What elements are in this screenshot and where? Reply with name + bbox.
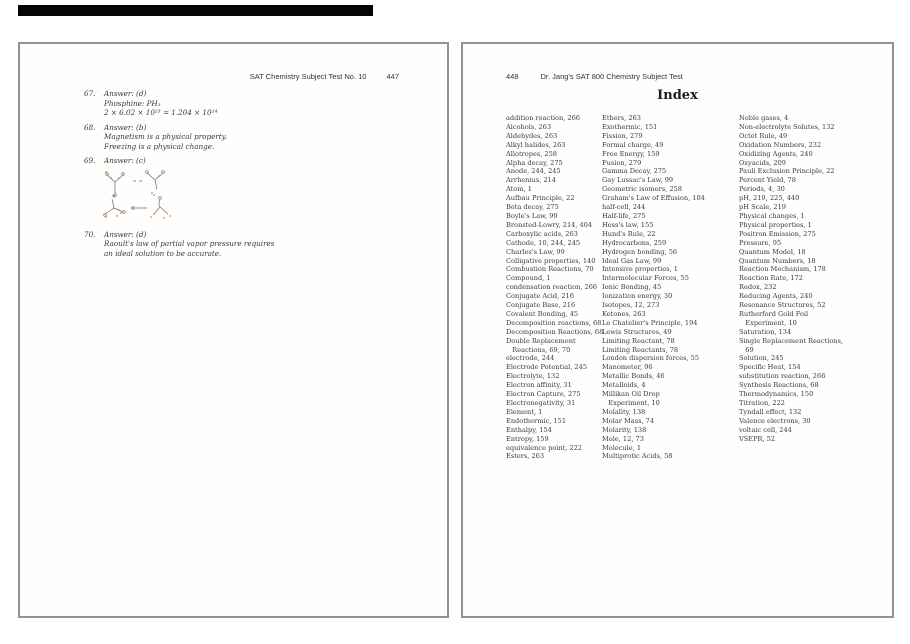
index-entry: Aldehydes, 263 <box>506 131 558 140</box>
index-entry: equivalence point, 222 <box>506 443 583 452</box>
index-entry: Free Energy, 159 <box>602 149 660 158</box>
answer-number: 68. <box>84 122 96 132</box>
index-entry: Ionic Bonding, 45 <box>602 283 662 292</box>
index-entry: Isotopes, 12, 273 <box>602 301 660 310</box>
index-entry: Experiment, 10 <box>602 399 660 407</box>
index-entry: Entropy, 159 <box>506 434 549 443</box>
index-entry: Noble gases, 4 <box>739 114 789 122</box>
answer-block <box>84 123 414 152</box>
index-entry: Arrhenius, 214 <box>506 176 556 185</box>
answer-number: 70. <box>84 229 96 239</box>
index-entry: Geometric isomers, 258 <box>602 185 682 194</box>
index-entry: Gamma Decay, 275 <box>602 167 667 176</box>
index-entry: pH Scale, 219 <box>739 203 786 212</box>
answer-number: 67. <box>84 89 96 98</box>
top-black-bar <box>18 5 373 16</box>
index-entry: Titration, 222 <box>739 399 785 407</box>
index-entry: pH, 219, 225, 440 <box>739 194 800 203</box>
index-entry: Percent Yield, 78 <box>739 176 796 185</box>
index-entry: condensation reaction, 266 <box>506 283 598 292</box>
index-title: Index <box>657 88 698 103</box>
index-entry: Electronegativity, 31 <box>506 399 576 407</box>
index-entry: Colligative properties, 140 <box>506 256 596 265</box>
index-entry: Specific Heat, 154 <box>739 363 801 372</box>
index-entry: Saturation, 134 <box>739 327 792 336</box>
left-header-title: SAT Chemistry Subject Test No. 10 <box>249 72 367 81</box>
answer-line: Answer: (b) <box>104 122 147 132</box>
index-entry: Anode, 244, 245 <box>506 167 561 176</box>
index-entry: Electrolyte, 132 <box>506 372 560 381</box>
index-entry: Fission, 279 <box>602 131 643 140</box>
index-entry: Limiting Reactant, 78 <box>602 336 675 345</box>
index-entry: Bronsted-Lowry, 214, 404 <box>506 220 593 229</box>
index-entry: Element, 1 <box>506 407 543 416</box>
index-entry: Intensive properties, 1 <box>602 265 678 274</box>
index-entry: Fusion, 279 <box>602 158 642 167</box>
index-entry: Rutherford Gold Foil <box>739 309 809 318</box>
index-entry: Half-life, 275 <box>602 211 646 220</box>
left-page-number: 447 <box>386 72 399 81</box>
index-entry: Atom, 1 <box>506 185 532 194</box>
index-entry: addition reaction, 266 <box>506 114 580 122</box>
left-page-header <box>20 72 399 81</box>
index-entry: Beta decay, 275 <box>506 203 559 212</box>
index-entry: Quantum Model, 18 <box>739 247 806 256</box>
index-entry: Aufbau Principle, 22 <box>506 194 575 203</box>
index-entry: Hund's Rule, 22 <box>602 229 656 238</box>
index-entry: Redox, 232 <box>739 283 777 292</box>
index-entry: Physical properties, 1 <box>739 220 812 229</box>
right-header-title: Dr. Jang's SAT 800 Chemistry Subject Test <box>540 72 683 81</box>
index-entry: Valence electrons, 30 <box>739 416 811 425</box>
index-entry: voltaic cell, 244 <box>739 425 792 434</box>
index-entry: Positron Emission, 275 <box>739 229 816 238</box>
index-entry: Ethers, 263 <box>602 114 641 122</box>
index-entry: Reactions, 69, 70 <box>506 345 571 354</box>
index-entry: Quantum Numbers, 18 <box>739 256 816 265</box>
index-entry: Endothermic, 151 <box>506 416 567 425</box>
index-entry: Single Replacement Reactions, <box>739 336 844 345</box>
index-entry: Hydrogen bonding, 56 <box>602 247 678 256</box>
index-entry: Decomposition Reactions, 68 <box>506 327 604 336</box>
index-entry: Decomposition reactions, 68 <box>506 318 602 327</box>
index-entry: half-cell, 244 <box>602 203 646 212</box>
index-entry: Covalent Bonding, 45 <box>506 309 579 318</box>
index-entry: Non-electrolyte Solutes, 132 <box>739 122 835 131</box>
answer-line: an ideal solution to be accurate. <box>104 248 222 258</box>
index-entry: Esters, 263 <box>506 452 545 461</box>
index-entry: Molar Mass, 74 <box>602 416 655 425</box>
index-entry: Carboxylic acids, 263 <box>506 229 578 238</box>
index-entry: Physical changes, 1 <box>739 211 805 220</box>
index-entry: VSEPR, 52 <box>739 434 776 443</box>
index-entry: Pressure, 95 <box>739 238 782 247</box>
index-entry: electrode, 244 <box>506 354 555 363</box>
answer-number: 69. <box>84 156 96 165</box>
index-entry: Alcohols, 263 <box>506 122 552 131</box>
index-entry: Double Replacement <box>506 336 576 345</box>
index-entry: Periods, 4, 30 <box>739 185 785 194</box>
index-entry: Electron affinity, 31 <box>506 381 572 390</box>
index-entry: Ketones, 263 <box>602 309 646 318</box>
index-entry: Thermodynamics, 150 <box>739 390 814 399</box>
right-page-number: 448 <box>506 72 519 81</box>
index-entry: Metalloids, 4 <box>602 381 646 390</box>
index-entry: Conjugate Base, 216 <box>506 301 576 310</box>
answer-line: Magnetism is a physical property. <box>104 132 228 141</box>
right-page-header <box>506 72 683 81</box>
index-entry: Formal charge, 49 <box>602 140 664 149</box>
index-column-2 <box>602 114 738 461</box>
index-entry: Combustion Reactions, 70 <box>506 265 594 274</box>
answer-line: Raoult's law of partial vapor pressure requires <box>104 239 275 248</box>
answer-block <box>84 89 414 118</box>
answer-line: Freezing is a physical change. <box>104 141 215 151</box>
index-entry: Compound, 1 <box>506 274 551 283</box>
index-entry: Manometer, 96 <box>602 363 653 372</box>
index-entry: Hess's law, 155 <box>602 220 654 229</box>
index-entry: Oxidizing Agents, 240 <box>739 149 813 158</box>
answer-block <box>84 230 414 259</box>
index-entry: Enthalpy, 154 <box>506 425 552 434</box>
index-entry: Reducing Agents, 240 <box>739 292 813 301</box>
index-entry: Intermolecular Forces, 55 <box>602 274 689 283</box>
index-entry: Millikan Oil Drop <box>602 390 660 399</box>
answers-list <box>84 89 414 263</box>
index-entry: 69 <box>739 345 754 354</box>
index-column-3 <box>739 114 889 444</box>
left-page <box>18 42 449 618</box>
index-entry: Experiment, 10 <box>739 318 797 327</box>
index-entry: Molecule, 1 <box>602 443 642 452</box>
index-entry: Oxidation Numbers, 232 <box>739 140 822 149</box>
index-entry: Molarity, 138 <box>602 425 647 434</box>
right-page <box>461 42 894 618</box>
index-entry: Lewis Structures, 49 <box>602 327 672 336</box>
index-entry: substitution reaction, 266 <box>739 372 826 381</box>
index-entry: Charles's Law, 99 <box>506 247 565 256</box>
index-entry: Resonance Structures, 52 <box>739 301 826 310</box>
index-entry: Gay Lussac's Law, 99 <box>602 176 674 185</box>
index-entry: Ionization energy, 30 <box>602 292 673 301</box>
index-entry: Tyndall effect, 132 <box>739 407 802 416</box>
index-entry: Synthesis Reactions, 68 <box>739 381 819 390</box>
index-entry: Alpha decay, 275 <box>506 158 563 167</box>
index-entry: Reaction Mechanism, 178 <box>739 265 826 274</box>
index-entry: Le Chatelier's Principle, 194 <box>602 318 698 327</box>
index-entry: Allotropes, 258 <box>506 149 558 158</box>
index-entry: Multiprotic Acids, 58 <box>602 452 673 461</box>
index-entry: Oxyacids, 209 <box>739 158 786 167</box>
index-entry: Octet Rule, 49 <box>739 131 788 140</box>
index-column-1 <box>506 114 604 461</box>
index-entry: Electrode Potential, 245 <box>506 363 588 372</box>
answer-line: 2 × 6.02 × 10²³ = 1.204 × 10²⁴ <box>104 108 218 117</box>
index-entry: Reaction Rate, 172 <box>739 274 803 283</box>
index-entry: Molality, 138 <box>602 407 646 416</box>
answer-line: Answer: (d) <box>104 89 147 98</box>
index-entry: Cathode, 10, 244, 245 <box>506 238 581 247</box>
index-entry: Alkyl halides, 263 <box>506 140 566 149</box>
index-entry: Mole, 12, 73 <box>602 434 644 443</box>
answer-line: Phosphine: PH₃ <box>104 98 161 108</box>
index-entry: Solution, 245 <box>739 354 784 363</box>
index-entry: Graham's Law of Effusion, 104 <box>602 194 705 203</box>
answer-block <box>84 156 414 225</box>
index-entry: Boyle's Law, 99 <box>506 211 558 220</box>
index-entry: Exothermic, 151 <box>602 122 658 131</box>
index-entry: Electron Capture, 275 <box>506 390 581 399</box>
resonance-structures-diagram <box>100 169 185 221</box>
index-entry: Limiting Reactants, 78 <box>602 345 679 354</box>
index-entry: Ideal Gas Law, 99 <box>602 256 662 265</box>
index-entry: Pauli Exclusion Principle, 22 <box>739 167 835 176</box>
answer-line: Answer: (c) <box>104 156 146 165</box>
answer-line: Answer: (d) <box>104 229 147 239</box>
index-entry: London dispersion forces, 55 <box>602 354 700 363</box>
index-entry: Hydrocarbons, 259 <box>602 238 667 247</box>
index-entry: Metallic Bonds, 46 <box>602 372 665 381</box>
index-entry: Conjugate Acid, 216 <box>506 292 574 301</box>
